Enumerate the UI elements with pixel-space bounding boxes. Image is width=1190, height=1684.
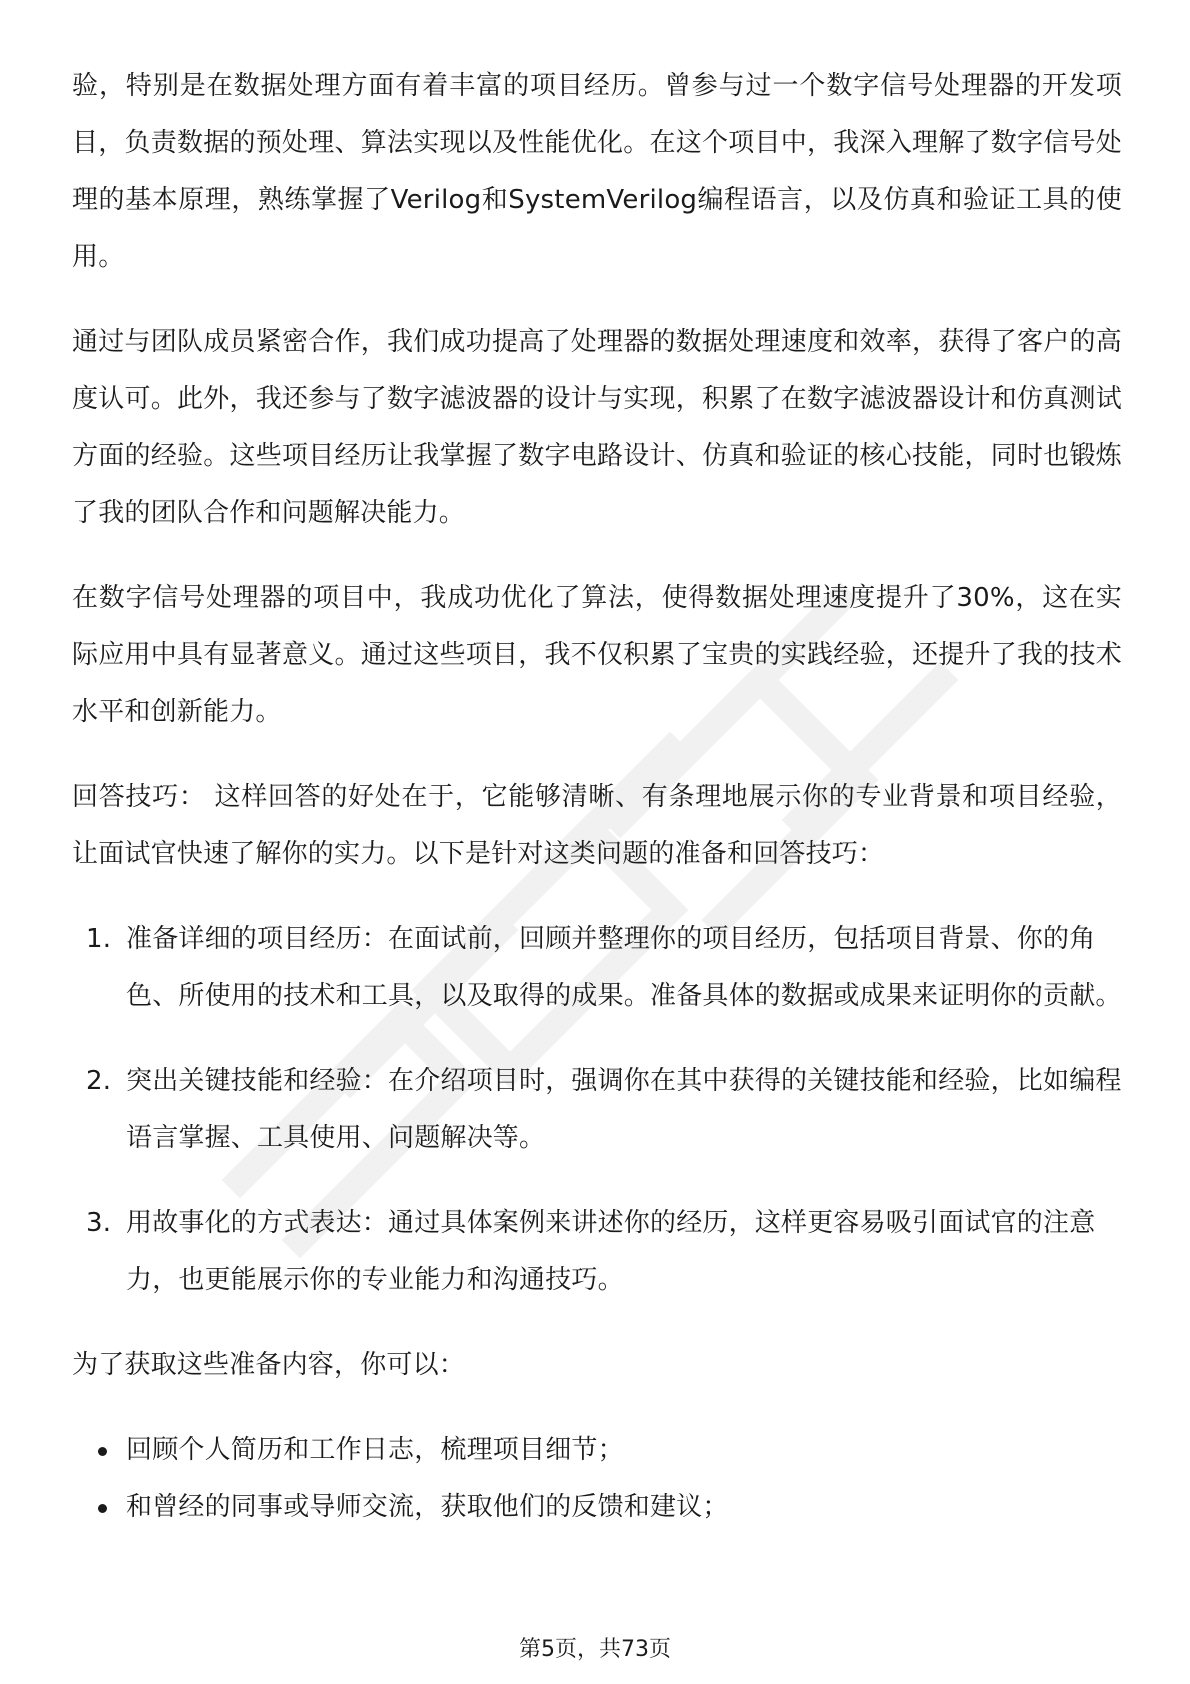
list-item: [72, 1422, 1122, 1479]
bullet-list: [72, 1422, 1122, 1536]
paragraph-bullets-intro: 为了获取这些准备内容，你可以：: [72, 1350, 466, 1380]
list-item-text: 用故事化的方式表达：通过具体案例来讲述你的经历，这样更容易吸引面试官的注意力，也更能展示你的专业能力和沟通技巧。: [126, 1208, 1096, 1295]
paragraph-teamwork: 通过与团队成员紧密合作，我们成功提高了处理器的数据处理速度和效率，获得了客户的高度认可。此外，我还参与了数字滤波器的设计与实现，积累了在数字滤波器设计和仿真测试方面的经验。这些项目经历让我掌握了数字电路设计、仿真和验证的核心技能，同时也锻炼了我的团队合作和问题解决能力。: [72, 327, 1122, 528]
list-item: [72, 911, 1122, 1025]
paragraph-experience: 验，特别是在数据处理方面有着丰富的项目经历。曾参与过一个数字信号处理器的开发项目，负责数据的预处理、算法实现以及性能优化。在这个项目中，我深入理解了数字信号处理的基本原理，熟练掌握了Verilog和SystemVerilog编程语言，以及仿真和验证工具的使用。: [72, 71, 1122, 272]
list-item: [72, 1053, 1122, 1167]
list-item-text: 回顾个人简历和工作日志，梳理项目细节；: [126, 1435, 624, 1465]
paragraph-optimization: 在数字信号处理器的项目中，我成功优化了算法，使得数据处理速度提升了30%，这在实际应用中具有显著意义。通过这些项目，我不仅积累了宝贵的实践经验，还提升了我的技术水平和创新能力。: [72, 583, 1122, 727]
numbered-tips-list: [72, 911, 1122, 1309]
bullet-icon: [98, 1504, 107, 1513]
list-item: [72, 1195, 1122, 1309]
list-item-text: 和曾经的同事或导师交流，获取他们的反馈和建议；: [126, 1492, 729, 1522]
list-item-number: 2.: [86, 1066, 112, 1096]
list-item-number: 3.: [86, 1208, 112, 1238]
document-body: [72, 58, 1122, 1536]
page-footer: 第5页，共73页: [519, 1637, 671, 1662]
paragraph-answer-tips: 回答技巧： 这样回答的好处在于，它能够清晰、有条理地展示你的专业背景和项目经验，让面试官快速了解你的实力。以下是针对这类问题的准备和回答技巧：: [72, 782, 1123, 869]
bullet-icon: [98, 1447, 107, 1456]
list-item-number: 1.: [86, 924, 112, 954]
list-item-text: 准备详细的项目经历：在面试前，回顾并整理你的项目经历，包括项目背景、你的角色、所使用的技术和工具，以及取得的成果。准备具体的数据或成果来证明你的贡献。: [126, 924, 1122, 1011]
list-item-text: 突出关键技能和经验：在介绍项目时，强调你在其中获得的关键技能和经验，比如编程语言掌握、工具使用、问题解决等。: [126, 1066, 1122, 1153]
list-item: [72, 1479, 1122, 1536]
